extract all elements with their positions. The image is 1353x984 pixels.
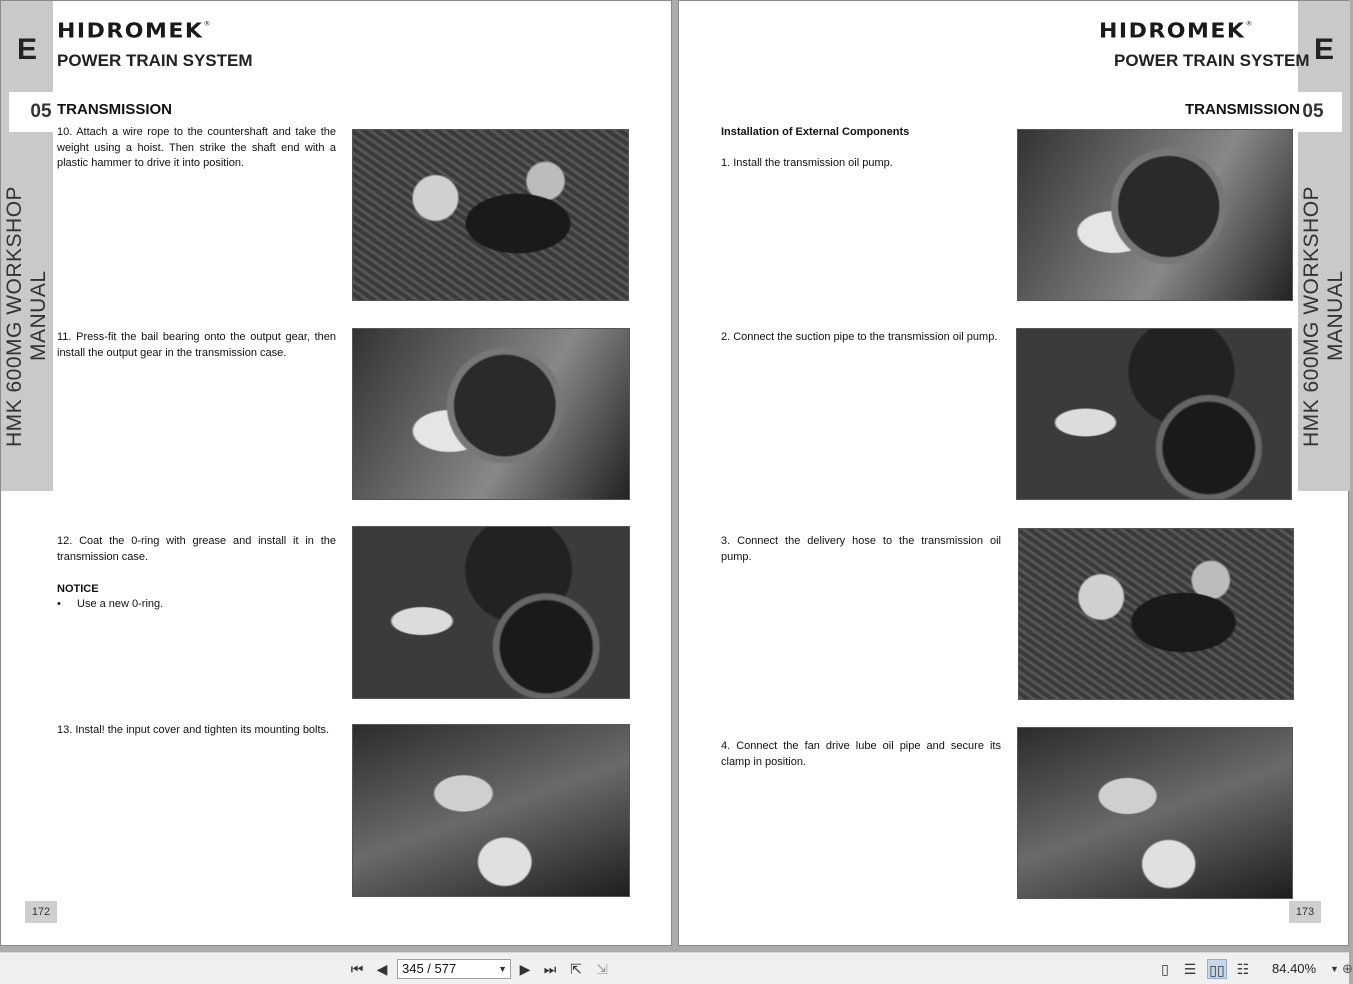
- section-title: POWER TRAIN SYSTEM: [1114, 51, 1310, 70]
- section-side-tab: [1, 1, 53, 491]
- step-2-text: 2. Connect the suction pipe to the transmission oil pump.: [721, 331, 998, 343]
- facing-pages-view-icon[interactable]: ▯▯: [1207, 959, 1227, 979]
- zoom-dropdown-icon[interactable]: ▼: [1330, 964, 1339, 974]
- step-13-text: 13. Instal! the input cover and tighten its mounting bolts.: [57, 724, 330, 736]
- continuous-view-icon[interactable]: ☰: [1183, 961, 1197, 977]
- page-number-field[interactable]: [397, 959, 511, 979]
- go-forward-view-icon[interactable]: ⇲: [596, 961, 608, 977]
- step-3-text: 3. Connect the delivery hose to the transmission oil pump.: [721, 535, 1001, 563]
- notice-title: NOTICE: [57, 583, 99, 595]
- right-document-page: [678, 0, 1349, 946]
- viewer-toolbar: [0, 952, 1353, 984]
- chevron-down-icon[interactable]: ▼: [498, 964, 507, 974]
- zoom-in-icon[interactable]: ⊕: [1342, 961, 1353, 976]
- hidromek-logo: HIDROMEK®: [57, 20, 212, 43]
- step-1-photo: [1017, 129, 1293, 301]
- step-11-photo: [352, 328, 630, 500]
- page-heading: TRANSMISSION: [1185, 101, 1301, 118]
- page-heading: TRANSMISSION: [57, 101, 173, 118]
- step-2-photo: [1016, 328, 1292, 500]
- section-number: 05: [26, 97, 56, 127]
- step-3-photo: [1018, 528, 1294, 700]
- continuous-facing-view-icon[interactable]: ☷: [1236, 961, 1250, 977]
- previous-page-icon[interactable]: ◀: [376, 961, 388, 977]
- first-page-icon[interactable]: ⏮: [350, 961, 364, 977]
- step-11-text: 11. Press-fit the bail bearing onto the output gear, then install the output gear in the transmission case.: [57, 331, 336, 359]
- step-10-photo: [352, 129, 629, 301]
- step-4-photo: [1017, 727, 1293, 899]
- installation-subheading: Installation of External Components: [721, 126, 910, 138]
- section-letter: E: [1313, 33, 1334, 66]
- step-12-text: 12. Coat the 0-ring with grease and install it in the transmission case.: [57, 535, 336, 563]
- step-4-text: 4. Connect the fan drive lube oil pipe and secure its clamp in position.: [721, 740, 1001, 768]
- page-number-value: 345 / 577: [402, 961, 457, 976]
- next-page-icon[interactable]: ▶: [519, 961, 531, 977]
- go-back-view-icon[interactable]: ⇱: [570, 961, 582, 977]
- zoom-level[interactable]: 84.40%: [1272, 961, 1317, 976]
- manual-side-label: HMK 600MG WORKSHOP MANUAL: [1300, 185, 1347, 447]
- single-page-view-icon[interactable]: ▯: [1161, 961, 1169, 977]
- bullet-icon: •: [57, 598, 61, 610]
- last-page-icon[interactable]: ⏭: [543, 961, 557, 977]
- left-document-page: [0, 0, 672, 946]
- hidromek-logo: HIDROMEK®: [1099, 20, 1254, 43]
- section-number: 05: [1298, 97, 1328, 127]
- notice-bullet: [57, 597, 336, 613]
- page-number: 173: [1289, 901, 1321, 923]
- page-number: 172: [25, 901, 57, 923]
- step-12-photo: [352, 526, 630, 699]
- step-10-text: 10. Attach a wire rope to the countershaft and take the weight using a hoist. Then strike the shaft end with a plastic hammer to drive it into position.: [57, 126, 336, 169]
- step-13-photo: [352, 724, 630, 897]
- section-side-tab: [1298, 1, 1350, 491]
- section-letter: E: [16, 33, 37, 66]
- notice-bullet-text: Use a new 0-ring.: [77, 598, 164, 610]
- step-1-text: 1. Install the transmission oil pump.: [721, 157, 893, 169]
- manual-side-label: HMK 600MG WORKSHOP MANUAL: [3, 185, 50, 447]
- section-title: POWER TRAIN SYSTEM: [57, 51, 253, 70]
